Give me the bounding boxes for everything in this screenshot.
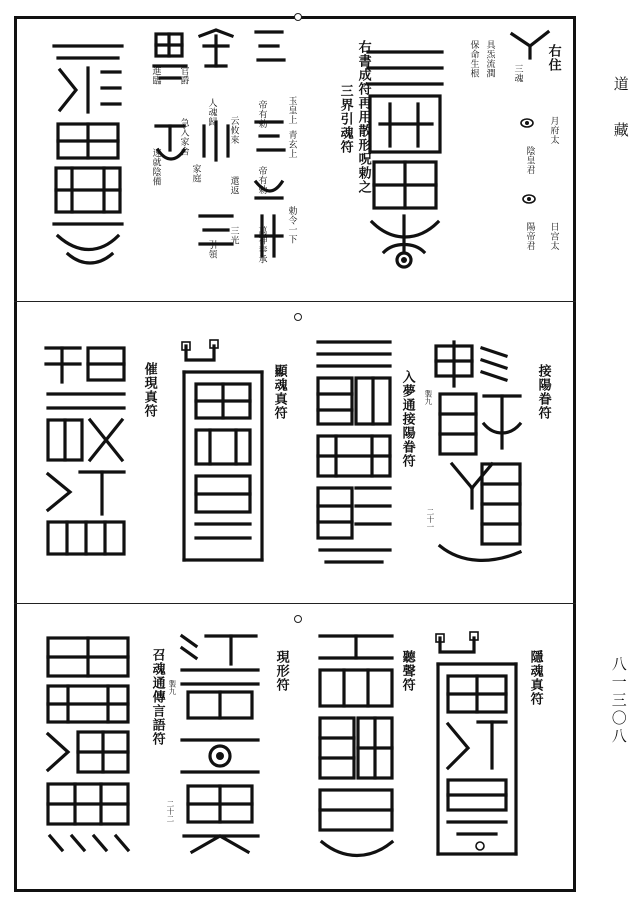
sun-moon-mark [520, 192, 538, 206]
collection-title: 道 藏 [611, 76, 630, 145]
caption-yang: 陽帝君 [524, 222, 535, 251]
caption-decree: 勅令一下 [286, 206, 297, 244]
caption-emperor-1: 帝有勅 [256, 100, 267, 129]
caption-emperor-2: 帝有勅 [256, 166, 267, 195]
caption-spread: 云攸來 [228, 116, 239, 145]
caption-yin: 陰皇君 [524, 146, 535, 175]
talisman-column-glyphs [196, 26, 239, 276]
panel-divider-lower [14, 603, 576, 604]
talisman-listen [314, 630, 398, 866]
mark-b: 二十一 [425, 508, 435, 531]
title-dream: 入夢通接陽眷符 [399, 370, 415, 468]
title-urge: 催現真符 [141, 362, 157, 418]
title-listen: 聽聲符 [399, 650, 415, 692]
mark-a: 製九 [167, 680, 177, 695]
sun-moon-mark [518, 116, 536, 130]
talisman-large-left [48, 40, 128, 268]
talisman-hidden [434, 628, 520, 864]
caption-speed: 速就陰備 [150, 148, 161, 186]
caption-right-3: 具炁流潤 [484, 40, 495, 78]
caption-right-1: 右住 [545, 44, 561, 72]
talisman-three-realms [362, 46, 448, 272]
talisman-dream [312, 336, 396, 572]
caption-three-light: 三光 [228, 226, 239, 245]
caption-sun: 日宫太 [548, 222, 559, 251]
title-summon: 召魂通傳言語符 [149, 648, 165, 746]
title-manifest: 顯魂真符 [271, 364, 287, 420]
talisman-appear [176, 630, 264, 866]
caption-main-title: 右書成符再用散形呪勅之 [355, 40, 371, 194]
caption-hurry: 急入家舍 [178, 118, 189, 156]
caption-spirits: 萬神奉承 [256, 226, 267, 264]
mark-a: 製九 [423, 390, 433, 405]
caption-right-2: 三魂 [512, 64, 523, 83]
title-hidden: 隱魂真符 [527, 650, 543, 706]
caption-advance: 進臨 [150, 66, 161, 85]
caption-jade: 玉皇上 [286, 96, 297, 125]
caption-moon: 月府太 [548, 116, 559, 145]
binding-hole [294, 615, 302, 623]
talisman-column-glyphs [150, 30, 190, 180]
talisman-manifest [180, 338, 266, 570]
caption-souls: 人魂歸 [206, 98, 217, 127]
caption-return: 還返 [228, 176, 239, 195]
caption-guide: 引領 [206, 240, 217, 259]
binding-hole [294, 13, 302, 21]
binding-hole [294, 313, 302, 321]
talisman-yang-kin [432, 338, 526, 570]
title-yang-kin: 接陽眷符 [535, 364, 551, 420]
title-appear: 現形符 [273, 650, 289, 692]
caption-sub-title: 三界引魂符 [337, 84, 353, 154]
panel-divider-upper [14, 301, 576, 302]
caption-home: 家庭 [190, 164, 201, 183]
page-number: 八一三〇八 [609, 656, 628, 746]
talisman-summon [42, 632, 134, 858]
caption-azure: 青玄上 [286, 130, 297, 159]
caption-officials: 官爵 [178, 66, 189, 85]
mark-b: 二十二 [165, 800, 175, 823]
caption-right-4: 保命生根 [468, 40, 479, 78]
talisman-urge [40, 342, 130, 562]
seal-glyph-small [508, 26, 552, 62]
talisman-column-glyphs [252, 26, 288, 272]
